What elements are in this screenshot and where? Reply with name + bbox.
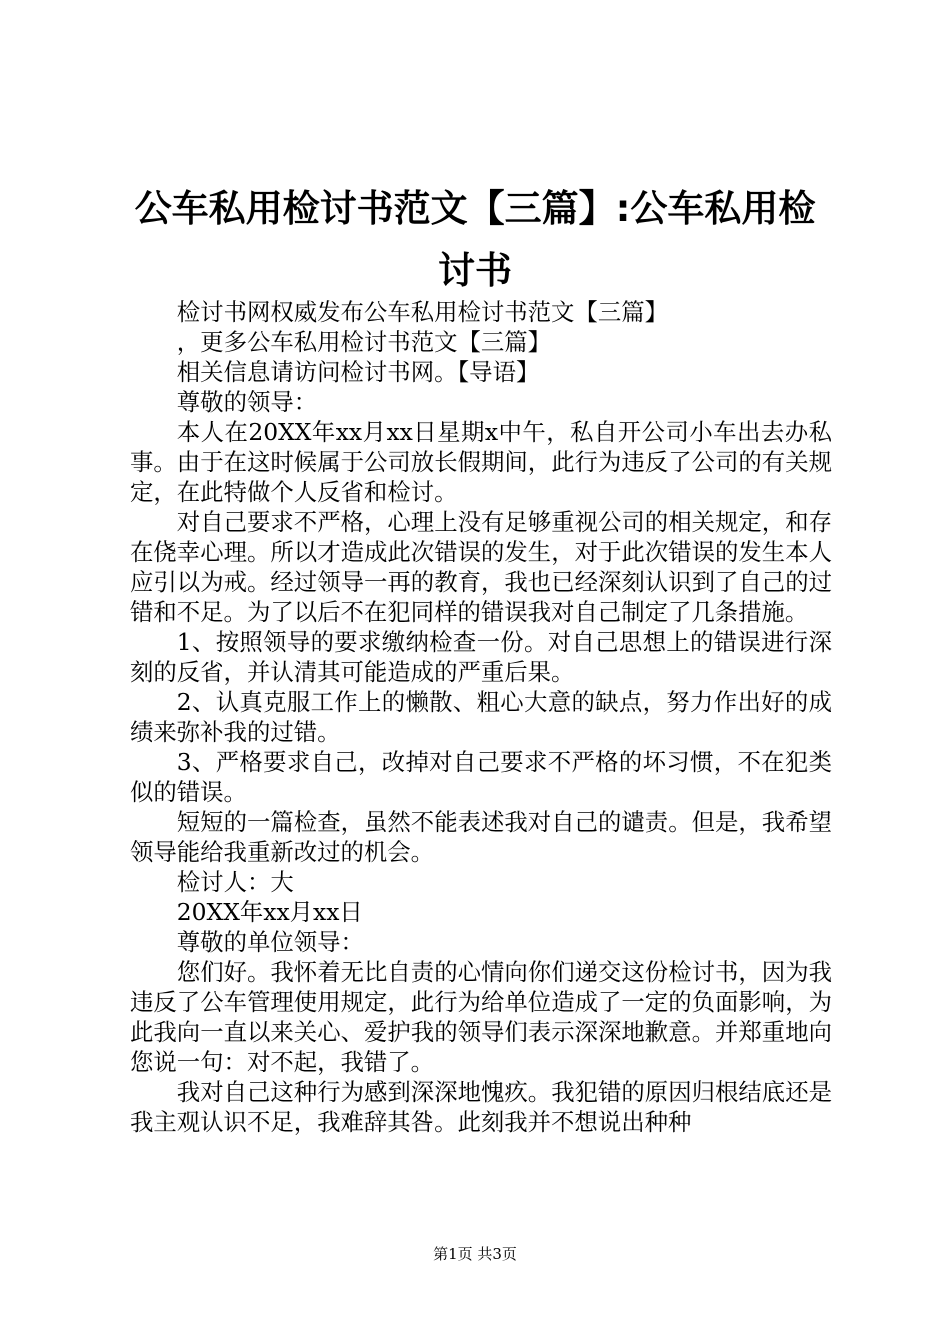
paragraph: ，更多公车私用检讨书范文【三篇】 — [176, 328, 552, 356]
paragraph: 1、按照领导的要求缴纳检查一份。对自己思想上的错误进行深刻的反省，并认清其可能造成的严重后果。 — [130, 628, 832, 686]
page-footer: 第1页 共3页 — [433, 1245, 517, 1263]
paragraph: 短短的一篇检查，虽然不能表述我对自己的谴责。但是，我希望领导能给我重新改过的机会。 — [130, 808, 832, 866]
paragraph: 您们好。我怀着无比自责的心情向你们递交这份检讨书，因为我违反了公车管理使用规定，此行为给单位造成了一定的负面影响，为此我向一直以来关心、爱护我的领导们表示深深地歉意。并郑重地向您说一句：对不起，我错了。 — [130, 958, 832, 1076]
paragraph: 我对自己这种行为感到深深地愧疚。我犯错的原因归根结底还是我主观认识不足，我难辞其咎。此刻我并不想说出种种 — [130, 1078, 832, 1136]
paragraph: 3、严格要求自己，改掉对自己要求不严格的坏习惯，不在犯类似的错误。 — [130, 748, 832, 806]
paragraph: 本人在20XX年xx月xx日星期x中午，私自开公司小车出去办私事。由于在这时候属于公司放长假期间，此行为违反了公司的有关规定，在此特做个人反省和检讨。 — [130, 418, 832, 506]
date-line: 20XX年xx月xx日 — [176, 898, 363, 926]
salutation: 尊敬的单位领导： — [176, 928, 364, 956]
paragraph: 2、认真克服工作上的懒散、粗心大意的缺点，努力作出好的成绩来弥补我的过错。 — [130, 688, 832, 746]
paragraph: 检讨书网权威发布公车私用检讨书范文【三篇】 — [176, 298, 668, 326]
paragraph: 对自己要求不严格，心理上没有足够重视公司的相关规定，和存在侥幸心理。所以才造成此次错误的发生，对于此次错误的发生本人应引以为戒。经过领导一再的教育，我也已经深刻认识到了自己的过错和不足。为了以后不在犯同样的错误我对自己制定了几条措施。 — [130, 508, 832, 626]
paragraph: 尊敬的领导： — [176, 388, 318, 416]
signature-line: 检讨人：大 — [176, 868, 294, 896]
document-title: 公车私用检讨书范文【三篇】:公车私用检讨书 — [134, 187, 816, 292]
document-body — [130, 297, 832, 1137]
paragraph: 相关信息请访问检讨书网。【导语】 — [176, 358, 540, 386]
